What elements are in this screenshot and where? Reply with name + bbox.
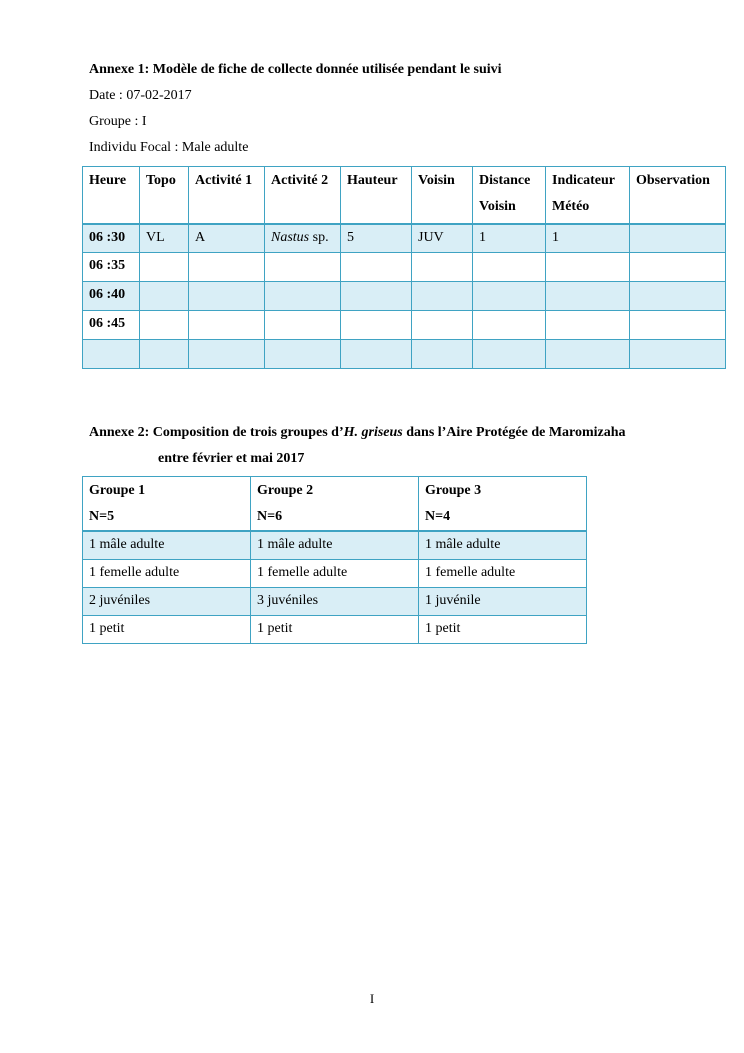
table-cell: 1 femelle adulte [419,559,587,587]
table-cell: 1 mâle adulte [83,531,251,559]
table-header-row [83,477,587,532]
topo-cell: VL [140,224,189,253]
group-name: Groupe 1 [89,483,146,498]
annexe2-title-suffix: dans l’Aire Protégée de Maromizaha [402,425,626,440]
page-number: I [369,991,375,1006]
header-cell [83,477,251,532]
table-cell: 1 petit [251,615,419,643]
heure-cell: 06 :45 [83,311,140,340]
header-cell: Indicateur Météo [546,167,630,224]
heure-cell: 06 :40 [83,282,140,311]
table-row [83,253,726,282]
table-row [83,559,587,587]
distance-cell: 1 [473,224,546,253]
group-name: Groupe 3 [425,483,482,498]
observation-cell [630,224,726,253]
table-cell: 1 femelle adulte [83,559,251,587]
table-cell: 3 juvéniles [251,587,419,615]
table-row [83,282,726,311]
annexe2-title-prefix: Annexe 2: Composition de trois groupes d’ [89,425,344,440]
heure-cell: 06 :35 [83,253,140,282]
annexe2-table [82,476,587,644]
meteo-cell: 1 [546,224,630,253]
activite1-cell: A [189,224,265,253]
table-row [83,531,587,559]
annexe1-individu: Individu Focal : Male adulte [89,140,249,155]
table-cell: 1 mâle adulte [251,531,419,559]
heure-cell: 06 :30 [83,224,140,253]
activite2-cell [265,224,341,253]
table-row [83,311,726,340]
annexe1-date: Date : 07-02-2017 [89,88,192,103]
species-name: Nastus [271,229,310,245]
table-row [83,587,587,615]
annexe1-groupe: Groupe : I [89,114,147,129]
group-count: N=6 [257,509,283,524]
species-suffix: sp. [309,229,329,245]
table-row [83,340,726,369]
header-cell: Topo [140,167,189,224]
heure-cell [83,340,140,369]
table-cell: 1 juvénile [419,587,587,615]
annexe1-table [82,166,726,369]
header-cell: Activité 1 [189,167,265,224]
annexe2-title [89,425,626,441]
table-cell: 1 mâle adulte [419,531,587,559]
group-name: Groupe 2 [257,483,314,498]
table-row [83,615,587,643]
header-cell: Voisin [412,167,473,224]
voisin-cell: JUV [412,224,473,253]
table-cell: 1 petit [419,615,587,643]
group-count: N=5 [89,509,115,524]
annexe2-title-species: H. griseus [343,425,403,440]
header-cell [251,477,419,532]
header-cell: Observation [630,167,726,224]
table-cell: 1 petit [83,615,251,643]
header-cell: Heure [83,167,140,224]
group-count: N=4 [425,509,451,524]
header-cell: Activité 2 [265,167,341,224]
header-cell: Distance Voisin [473,167,546,224]
table-cell: 1 femelle adulte [251,559,419,587]
table-cell: 2 juvéniles [83,587,251,615]
header-cell: Hauteur [341,167,412,224]
annexe1-title: Annexe 1: Modèle de fiche de collecte donnée utilisée pendant le suivi [89,62,502,77]
annexe2-title-line2: entre février et mai 2017 [158,451,305,466]
header-cell [419,477,587,532]
hauteur-cell: 5 [341,224,412,253]
table-row [83,224,726,253]
table-header-row [83,167,726,224]
